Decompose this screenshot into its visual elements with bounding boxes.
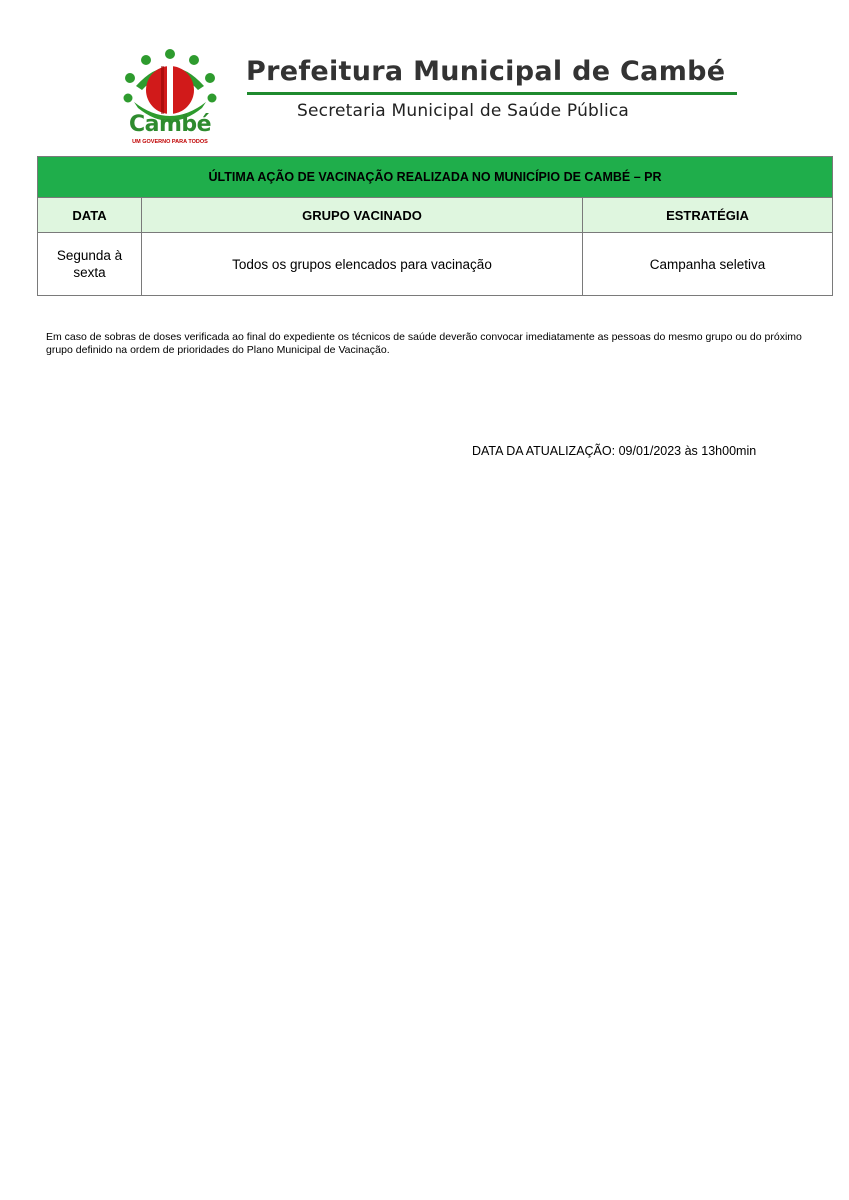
- page-header: [0, 0, 849, 155]
- table-title: ÚLTIMA AÇÃO DE VACINAÇÃO REALIZADA NO MUNICÍPIO DE CAMBÉ – PR: [38, 157, 833, 198]
- header-divider: [247, 92, 737, 95]
- table-header-row: [38, 198, 833, 233]
- column-header-grupo: GRUPO VACINADO: [142, 198, 583, 233]
- logo-tagline: UM GOVERNO PARA TODOS: [132, 139, 208, 145]
- column-header-data: DATA: [38, 198, 142, 233]
- cell-grupo: Todos os grupos elencados para vacinação: [142, 233, 583, 296]
- cell-data: Segunda à sexta: [38, 233, 142, 296]
- update-timestamp: DATA DA ATUALIZAÇÃO: 09/01/2023 às 13h00min: [472, 444, 757, 458]
- cell-estrategia: Campanha seletiva: [583, 233, 833, 296]
- instruction-note: Em caso de sobras de doses verificada ao final do expediente os técnicos de saúde deverão convocar imediatamente as pessoas do mesmo grupo ou do próximo grupo definido na ordem de prioridades do Plano Municipal de Vacinação.: [46, 331, 802, 356]
- column-header-estrategia: ESTRATÉGIA: [583, 198, 833, 233]
- vaccination-table: [37, 156, 833, 296]
- organization-name: Prefeitura Municipal de Cambé: [246, 56, 726, 87]
- table-title-row: [38, 157, 833, 198]
- logo-wordmark: Cambé: [128, 112, 212, 137]
- organization-subtitle: Secretaria Municipal de Saúde Pública: [297, 101, 630, 121]
- table-row: [38, 233, 833, 296]
